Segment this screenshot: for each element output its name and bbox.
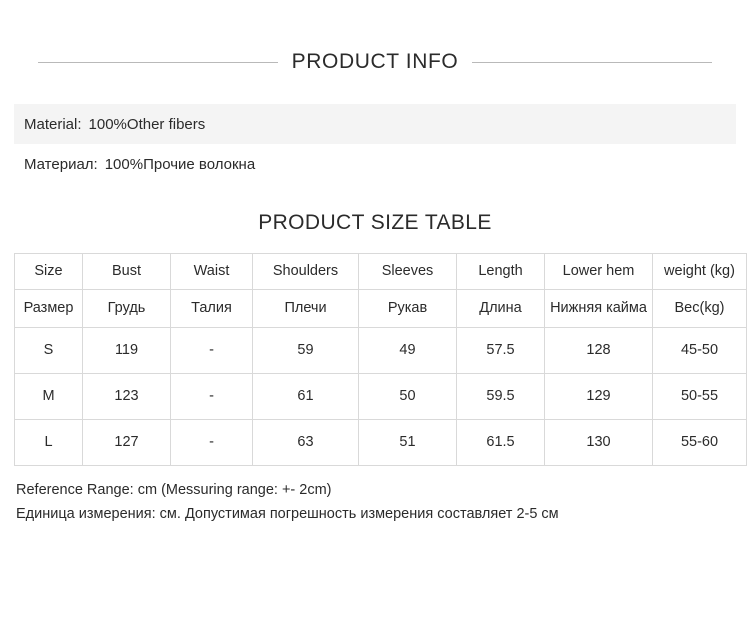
column-header: Waist (171, 254, 253, 290)
column-header: Size (15, 254, 83, 290)
material-block (14, 104, 736, 184)
column-header-ru: Размер (15, 290, 83, 328)
table-cell: 51 (359, 420, 457, 466)
table-cell: 128 (545, 328, 653, 374)
table-row (15, 374, 747, 420)
table-cell: 50-55 (653, 374, 747, 420)
footnote-ru: Единица измерения: см. Допустимая погрешность измерения составляет 2-5 см (16, 505, 559, 522)
table-cell: - (171, 420, 253, 466)
size-table (14, 253, 747, 466)
footnotes (14, 479, 736, 527)
column-header-ru: Нижняя кайма (545, 290, 653, 328)
title-rule-left (38, 62, 278, 63)
table-row (15, 420, 747, 466)
table-cell: 59 (253, 328, 359, 374)
table-cell: - (171, 328, 253, 374)
column-header-ru: Длина (457, 290, 545, 328)
material-value-en: 100%Other fibers (88, 115, 206, 133)
column-header: Shoulders (253, 254, 359, 290)
table-cell: 130 (545, 420, 653, 466)
column-header-ru: Талия (171, 290, 253, 328)
table-cell: 55-60 (653, 420, 747, 466)
product-info-title-row (14, 50, 736, 74)
material-row-en (14, 104, 736, 144)
table-cell: L (15, 420, 83, 466)
product-info-page (0, 50, 750, 644)
table-header-row-en (15, 254, 747, 290)
product-info-title: PRODUCT INFO (291, 50, 459, 73)
column-header: Lower hem (545, 254, 653, 290)
table-header-row-ru (15, 290, 747, 328)
material-row-ru (14, 144, 736, 184)
size-table-title: PRODUCT SIZE TABLE (258, 211, 492, 234)
table-cell: 127 (83, 420, 171, 466)
column-header: Bust (83, 254, 171, 290)
material-label-en: Material: (24, 115, 82, 133)
column-header: Sleeves (359, 254, 457, 290)
table-cell: 123 (83, 374, 171, 420)
table-cell: - (171, 374, 253, 420)
table-cell: 50 (359, 374, 457, 420)
footnote-en: Reference Range: cm (Messuring range: +- 2cm) (16, 482, 332, 498)
column-header: weight (kg) (653, 254, 747, 290)
column-header-ru: Грудь (83, 290, 171, 328)
table-row (15, 328, 747, 374)
table-cell: 61 (253, 374, 359, 420)
material-value-ru: 100%Прочие волокна (104, 155, 256, 173)
table-cell: 63 (253, 420, 359, 466)
column-header-ru: Плечи (253, 290, 359, 328)
column-header: Length (457, 254, 545, 290)
table-cell: 61.5 (457, 420, 545, 466)
table-cell: 59.5 (457, 374, 545, 420)
table-cell: M (15, 374, 83, 420)
table-cell: 57.5 (457, 328, 545, 374)
column-header-ru: Рукав (359, 290, 457, 328)
material-label-ru: Материал: (24, 155, 98, 173)
table-cell: 129 (545, 374, 653, 420)
title-rule-right (472, 62, 712, 63)
table-cell: 45-50 (653, 328, 747, 374)
table-cell: 49 (359, 328, 457, 374)
table-cell: S (15, 328, 83, 374)
table-cell: 119 (83, 328, 171, 374)
column-header-ru: Вес(kg) (653, 290, 747, 328)
